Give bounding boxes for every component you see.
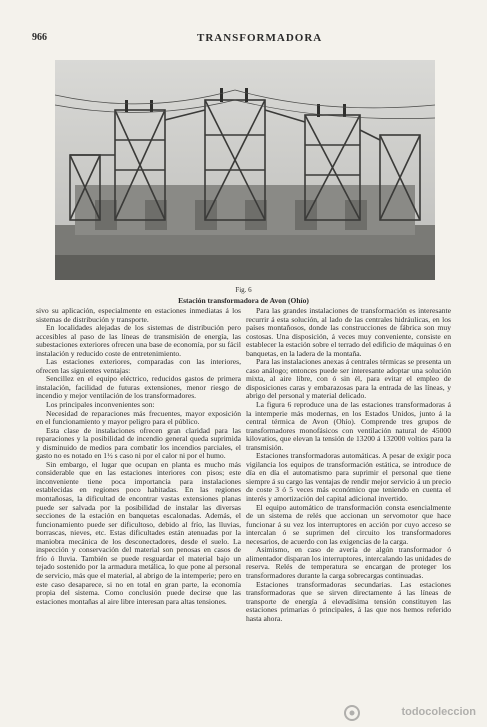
paragraph: En localidades alejadas de los sistemas de distribución pero accesibles al paso de las líneas de transmisión de energía, las subestaciones exteriores ofrecen una base de economía, por su fácil instalación y reducido coste de entretenimiento. xyxy=(36,323,241,358)
paragraph: Para las grandes instalaciones de transformación es interesante recurrir á esta solución, al lado de las centrales hidráulicas, en los países montañosos, donde las construcciones de fábrica son muy costosas. Una disposición, á veces muy conveniente, consiste en establecer la estación sobre el terrado del edificio de máquinas ó en banquetas, en la ladera de la montaña. xyxy=(246,306,451,358)
paragraph: Sencillez en el equipo eléctrico, reducidos gastos de primera instalación, facilidad de futuras extensiones, menor riesgo de incendio y mejor ventilación de los transformadores. xyxy=(36,374,241,401)
paragraph: Los principales inconvenientes son: xyxy=(46,400,155,410)
paragraph: Sin embargo, el lugar que ocupan en planta es mucho más considerable que en las estaciones interiores con pisos; este inconveniente tiene poca importancia para instalaciones establecidas en regiones poco habitadas. En las regiones montañosas, la dificultad de encontrar vastas extensiones planas puede ser salvada por la posibilidad de instalar las diversas secciones de la estación en banquetas escalonadas. Además, el funcionamiento puede ser dificultoso, debido al frío, las lluvias, borrascas, nieves, etc. Estas dificultades están atenuadas por la maniobra mecánica de los desconectadores, desde el suelo. La inspección y conservación del material son penosas en casos de frío ó lluvia. También se puede resguardar el material bajo un tejado sostenido por la armadura metálica, lo que pone al personal de servicio, más que el material, al abrigo de la intemperie; pero en este caso desaparece, si no en total en gran parte, la economía propia del sistema. Como conclusión puede decirse que las estaciones montañas al aire libre interesan para altas tensiones. xyxy=(36,459,241,606)
paragraph: Necesidad de reparaciones más frecuentes, mayor exposición en el funcionamiento y mayor peligro para el público. xyxy=(36,408,241,427)
watermark-text: todocoleccion xyxy=(401,706,476,718)
figure-caption: Estación transformadora de Avon (Ohío) xyxy=(178,296,309,305)
watermark xyxy=(340,703,480,723)
page-header xyxy=(32,32,462,46)
substation-photo xyxy=(55,60,435,280)
paragraph: Estaciones transformadoras secundarias. Las estaciones transformadoras que se sirven directamente á las líneas de transporte de energía á elevadísima tensión constituyen las estaciones primarias ó principales, á las que nos hemos referido hasta ahora. xyxy=(246,579,451,623)
paragraph: Para las instalaciones anexas á centrales térmicas se presenta un caso análogo; entonces puede ser interesante adoptar una solución mixta, al aire libre, con ó sin él, para evitar el empleo de disposiciones caras y embarazosas para la entrada de las líneas, y abrigo del personal y material delicado. xyxy=(246,357,451,401)
paragraph: Las estaciones exteriores, comparadas con las interiores, ofrecen las siguientes ventajas: xyxy=(36,357,241,375)
figure-label: Fig. 6 xyxy=(235,286,252,294)
paragraph: La figura 6 reproduce una de las estaciones transformadoras á la intemperie más modernas, en los Estados Unidos, junto á la central térmica de Avon (Ohío). Comprende tres grupos de transformadores monofásicos con ventilación natural de 45000 kilovatios, que elevan la tensión de 13200 á 132000 voltios para la transmisión. xyxy=(246,400,451,452)
left-column xyxy=(36,307,241,606)
right-column xyxy=(246,307,451,623)
page-number: 966 xyxy=(32,32,47,43)
paragraph: El equipo automático de transformación consta esencialmente de un sistema de relés que accionan un servomotor que hace funcionar á su vez los interruptores en acción por cuyo acceso se intercalan ó se suprimen del circuito los transformadores necesarios, de acuerdo con las exigencias de la carga. xyxy=(246,502,451,546)
watermark-logo-icon xyxy=(344,705,360,721)
running-title: TRANSFORMADORA xyxy=(197,32,323,44)
paragraph: sivo su aplicación, especialmente en estaciones inmediatas á los sistemas de distribución y transporte. xyxy=(36,306,241,324)
paragraph: Estaciones transformadoras automáticas. A pesar de exigir poca vigilancia los equipos de transformación estática, se introduce de día en día el automatismo para suprimir el personal que tiene siempre á su cargo las ventajas de rendir mejor servicio á un precio de coste 3 ó 5 veces más económico que teniendo en cuenta el interés y amortización del capital adicional invertido. xyxy=(246,451,451,504)
paragraph: Esta clase de instalaciones ofrecen gran claridad para las reparaciones y la posibilidad de incendio general queda suprimida y disminuido de medios para combatir los incendios parciales, el gasto no es notado en 1½ s caso ni por el calor ni por el humo. xyxy=(36,425,241,461)
paragraph: Asimismo, en caso de avería de algún transformador ó alimentador disparan los interruptores, intercalando las unidades de reserva. Relés de temperatura se encargan de proteger los transformadores durante la carga sobrecargas continuadas. xyxy=(246,545,451,580)
